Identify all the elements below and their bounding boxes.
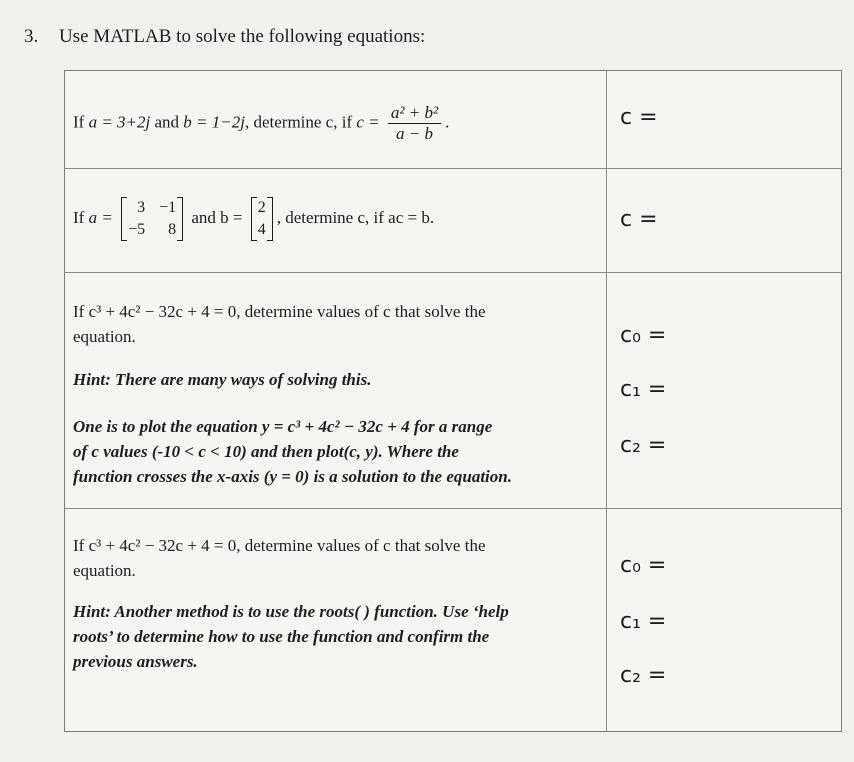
answer-c-1: c = xyxy=(620,105,658,130)
problem-row-2 xyxy=(65,169,841,273)
and-label: and xyxy=(154,112,180,132)
hint-line-2: roots’ to determine how to use the function and confirm the xyxy=(73,627,490,646)
if-label: If xyxy=(73,207,85,227)
problem-1-text xyxy=(73,103,449,144)
question-number: 3. xyxy=(24,26,39,47)
equation-line: If c³ + 4c² − 32c + 4 = 0, determine values of c that solve the xyxy=(73,536,486,555)
matrix-a-cell: 3 xyxy=(137,199,146,216)
matrix-a-cell: 8 xyxy=(168,221,177,238)
answer-c0: c₀ = xyxy=(620,323,667,348)
answer-c1: c₁ = xyxy=(620,377,667,402)
a-equals: a = xyxy=(88,207,113,227)
hint-paragraph-line-3: function crosses the x-axis (y = 0) is a solution to the equation. xyxy=(73,467,512,486)
determine-text: , determine c, if ac = b. xyxy=(276,207,435,227)
fraction-numerator: a² + b² xyxy=(388,103,441,124)
fraction xyxy=(388,103,441,144)
hint-paragraph-line-2: of c values (-10 < c < 10) and then plot(c, y). Where the xyxy=(73,442,459,461)
and-b-equals: and b = xyxy=(191,207,243,227)
problem-row-3 xyxy=(65,273,841,509)
problem-table xyxy=(64,70,842,732)
hint-line-3: previous answers. xyxy=(73,652,198,671)
fraction-denominator: a − b xyxy=(396,124,433,143)
problem-2-text xyxy=(73,197,434,241)
matrix-a-cell: −5 xyxy=(128,221,146,238)
period: . xyxy=(445,112,450,132)
question-heading xyxy=(24,26,425,48)
hint-text: Hint: There are many ways of solving this. xyxy=(73,370,372,389)
matrix-a-cell: −1 xyxy=(159,199,177,216)
matrix-b-cell: 2 xyxy=(257,199,266,216)
problem-4-text xyxy=(73,533,509,674)
answer-c2: c₂ = xyxy=(620,663,667,688)
equation-line-2: equation. xyxy=(73,561,136,580)
hint-paragraph-line-1: One is to plot the equation y = c³ + 4c² − 32c + 4 for a range xyxy=(73,417,493,436)
equation-line: If c³ + 4c² − 32c + 4 = 0, determine values of c that solve the xyxy=(73,302,486,321)
a-definition: a = 3+2j xyxy=(88,112,151,132)
b-definition: b = 1−2j xyxy=(183,112,245,132)
matrix-a xyxy=(121,197,183,241)
answer-c0: c₀ = xyxy=(620,553,667,578)
problem-row-4 xyxy=(65,509,841,731)
answer-c2: c₂ = xyxy=(620,433,667,458)
answer-c1: c₁ = xyxy=(620,609,667,634)
matrix-b xyxy=(251,197,273,241)
question-text: Use MATLAB to solve the following equations: xyxy=(59,26,426,47)
problem-3-text xyxy=(73,299,512,489)
c-equals: c = xyxy=(356,112,380,132)
equation-line-2: equation. xyxy=(73,327,136,346)
matrix-b-cell: 4 xyxy=(257,221,266,238)
hint-line-1: Hint: Another method is to use the roots( ) function. Use ‘help xyxy=(73,602,509,621)
problem-row-1 xyxy=(65,71,841,169)
determine-text: , determine c, if xyxy=(244,112,353,132)
answer-c-2: c = xyxy=(620,207,658,232)
if-label: If xyxy=(73,112,85,132)
